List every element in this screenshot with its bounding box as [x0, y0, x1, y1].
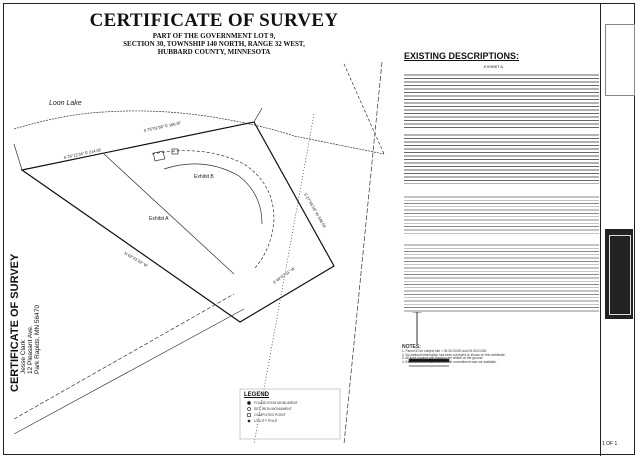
title-block-address: 12 Pleasant Ave. — [27, 325, 34, 374]
description-block-1 — [404, 72, 599, 128]
survey-sheet — [3, 3, 635, 455]
exhibit-divider — [104, 154, 234, 274]
description-block-3 — [404, 194, 599, 234]
road-line-left2 — [14, 309, 244, 434]
svg-text:S 75°01'58" E 186.97: S 75°01'58" E 186.97 — [143, 120, 182, 133]
svg-text:S 48°07'01" W: S 48°07'01" W — [271, 265, 296, 285]
road-line-left — [14, 294, 234, 419]
notes-section — [402, 346, 600, 365]
note-item: 1. Parcel ID for subject site = 05.30.01300 and 05.30.01325 — [402, 348, 487, 353]
legend-item: FOUND IRON MONUMENT — [254, 401, 298, 405]
title-block — [600, 4, 637, 456]
driveway-inner — [164, 164, 262, 224]
svg-text:S 76°12'34" E 214.00: S 76°12'34" E 214.00 — [63, 147, 102, 160]
stamp-area — [605, 24, 635, 96]
exhibit-a-heading: EXHIBIT A — [484, 64, 504, 69]
note-item: 4. Easement information for the title commitment was not available. — [402, 360, 497, 365]
legend-item: COMPUTED POINT — [254, 413, 286, 417]
legend-item: SET IRON MONUMENT — [254, 407, 293, 411]
title-block-client: Jesse Clark — [20, 340, 27, 374]
note-item: 2. No wetland information has been surveyed or shown on this certificate. — [402, 352, 506, 357]
top-road — [344, 64, 384, 154]
existing-descriptions-header: EXISTING DESCRIPTIONS: — [404, 51, 520, 61]
note-item: 3. All lines marked with flagging are visible on the ground. — [402, 356, 484, 361]
page-title: CERTIFICATE OF SURVEY — [89, 10, 339, 31]
svg-text:S 27°05'18" W 348.09: S 27°05'18" W 348.09 — [303, 192, 328, 229]
subtitle-line-1: PART OF THE GOVERNMENT LOT 9, — [152, 32, 276, 40]
notes-header: NOTES: — [402, 344, 421, 350]
lake-label: Loon Lake — [49, 100, 82, 107]
description-block-2 — [404, 132, 599, 184]
legend-header: LEGEND — [244, 392, 270, 398]
description-block-4 — [404, 242, 599, 312]
sheet-number: 1 OF 1 — [602, 441, 618, 447]
exhibit-b-label: Exhibit B — [194, 174, 214, 180]
lake-shoreline — [14, 111, 384, 154]
title-block-city: Park Rapids, MN 56470 — [34, 304, 41, 374]
exhibit-a-label: Exhibit A — [149, 216, 169, 222]
driveway — [152, 151, 274, 269]
company-logo — [605, 229, 633, 319]
title-block-title: CERTIFICATE OF SURVEY — [9, 253, 21, 392]
legend-item: UTILITY POLE — [254, 419, 278, 423]
svg-text:N 62°41'20" W: N 62°41'20" W — [123, 250, 149, 268]
section-line-right — [344, 62, 382, 444]
subtitle-line-2: SECTION 30, TOWNSHIP 140 NORTH, RANGE 32 WEST, — [123, 40, 305, 48]
subtitle-line-3: HUBBARD COUNTY, MINNESOTA — [157, 48, 271, 56]
